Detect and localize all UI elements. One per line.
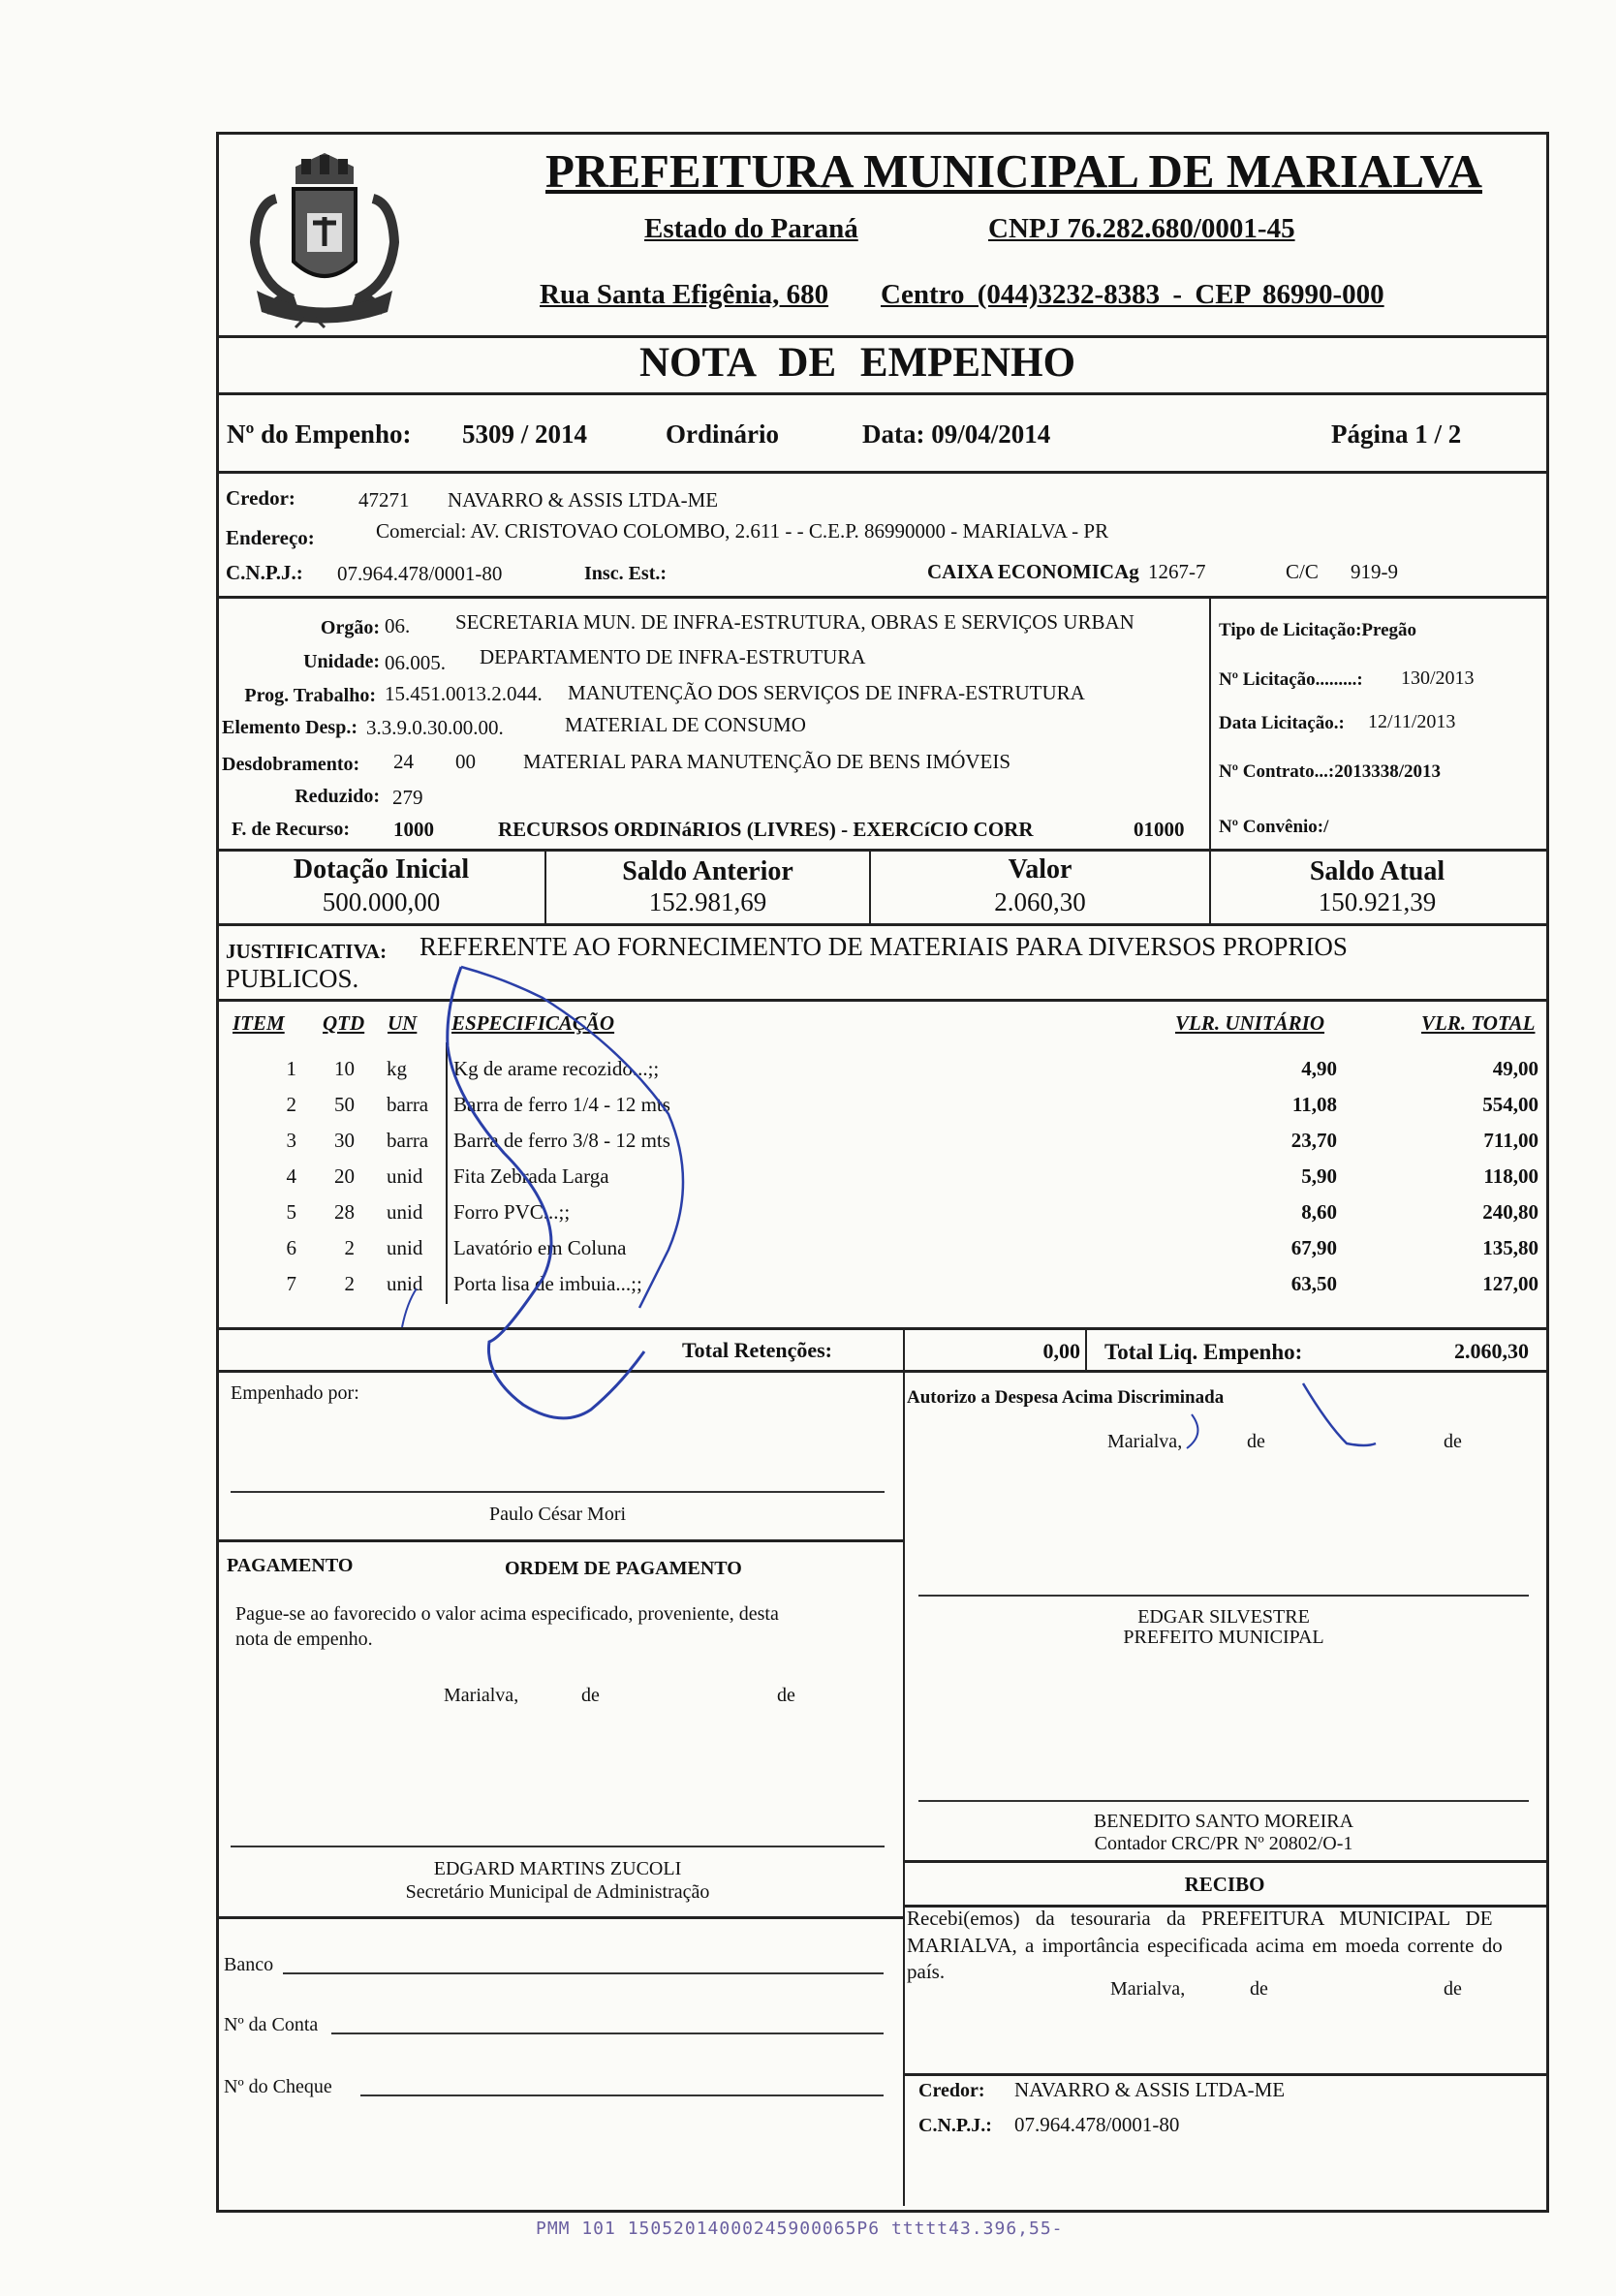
pague-text-1: Pague-se ao favorecido o valor acima especificado, proveniente, desta bbox=[235, 1603, 779, 1625]
elem-desc: MATERIAL DE CONSUMO bbox=[565, 713, 806, 736]
item-n: 2 bbox=[286, 1093, 296, 1116]
unidade-code: 06.005. bbox=[385, 651, 446, 674]
recibo-de-2: de bbox=[1444, 1978, 1462, 2000]
autorizo-de-2: de bbox=[1444, 1431, 1462, 1452]
empenho-type: Ordinário bbox=[666, 419, 780, 449]
item-spec: Forro PVC...;; bbox=[453, 1200, 571, 1224]
licitacao-data: 12/11/2013 bbox=[1368, 711, 1456, 732]
item-qtd: 20 bbox=[334, 1164, 355, 1188]
recibo-credor-name: NAVARRO & ASSIS LTDA-ME bbox=[1014, 2078, 1286, 2101]
credor-cnpj: 07.964.478/0001-80 bbox=[337, 562, 503, 585]
ordem-pagamento-label: ORDEM DE PAGAMENTO bbox=[505, 1558, 742, 1579]
contador-name: BENEDITO SANTO MOREIRA bbox=[1093, 1811, 1354, 1832]
recibo-credor-label: Credor: bbox=[918, 2080, 985, 2101]
fonte-num: 01000 bbox=[1134, 818, 1185, 841]
unidade-label: Unidade: bbox=[303, 651, 380, 672]
item-total: 240,80 bbox=[1482, 1200, 1538, 1224]
header-state: Estado do Paraná bbox=[644, 213, 858, 244]
col-spec: ESPECIFICAÇÃO bbox=[451, 1011, 615, 1035]
item-n: 5 bbox=[286, 1200, 296, 1224]
pagamento-de-2: de bbox=[777, 1685, 795, 1706]
item-total: 49,00 bbox=[1492, 1057, 1538, 1080]
col-un: UN bbox=[388, 1011, 418, 1035]
item-un: unid bbox=[387, 1164, 423, 1188]
recibo-title: RECIBO bbox=[1184, 1873, 1265, 1896]
credor-agency: 1267-7 bbox=[1148, 560, 1206, 583]
pagamento-place: Marialva, bbox=[444, 1685, 519, 1706]
item-n: 6 bbox=[286, 1236, 296, 1259]
retencoes-value: 0,00 bbox=[1042, 1339, 1080, 1363]
cnpj-label: C.N.P.J.: bbox=[226, 561, 303, 584]
valor: 2.060,30 bbox=[994, 887, 1086, 916]
item-spec: Kg de arame recozido...;; bbox=[453, 1057, 660, 1080]
recibo-text-2: MARIALVA, a importância especificada acima em moeda corrente do bbox=[907, 1934, 1503, 1957]
doc-title: NOTA DE EMPENHO bbox=[639, 340, 1076, 386]
item-n: 7 bbox=[286, 1272, 296, 1295]
orgao-code: 06. bbox=[385, 614, 411, 637]
header-street: Rua Santa Efigênia, 680 bbox=[540, 279, 829, 310]
justificativa-text-1: REFERENTE AO FORNECIMENTO DE MATERIAIS PARA DIVERSOS PROPRIOS bbox=[420, 932, 1348, 961]
header-address: Centro (044)3232-8383 - CEP 86990-000 bbox=[881, 279, 1384, 310]
credor-code: 47271 bbox=[358, 488, 410, 512]
credor-name: NAVARRO & ASSIS LTDA-ME bbox=[448, 488, 719, 512]
credor-cc: 919-9 bbox=[1351, 560, 1398, 583]
saldo-anterior: 152.981,69 bbox=[648, 887, 767, 916]
empenhado-name: Paulo César Mori bbox=[488, 1504, 627, 1525]
fonte-label: F. de Recurso: bbox=[232, 819, 351, 840]
item-spec: Porta lisa de imbuia...;; bbox=[453, 1272, 642, 1295]
fonte-code: 1000 bbox=[393, 818, 434, 841]
cc-label: C/C bbox=[1286, 560, 1319, 583]
secretario-title: Secretário Municipal de Administração bbox=[405, 1881, 710, 1903]
licitacao-numero-label: Nº Licitação.........: bbox=[1219, 669, 1363, 690]
liquido-label: Total Liq. Empenho: bbox=[1104, 1340, 1303, 1364]
cheque-label: Nº do Cheque bbox=[224, 2076, 332, 2097]
autorizo-place: Marialva, bbox=[1107, 1431, 1183, 1452]
item-un: unid bbox=[387, 1236, 423, 1259]
credor-bank: CAIXA ECONOMICAg bbox=[927, 560, 1139, 583]
licitacao-contrato: Nº Contrato...:2013338/2013 bbox=[1219, 761, 1441, 782]
retencoes-label: Total Retenções: bbox=[682, 1338, 832, 1362]
empenho-label: Nº do Empenho: bbox=[227, 419, 412, 449]
recibo-de-1: de bbox=[1250, 1978, 1268, 2000]
col-item: ITEM bbox=[233, 1011, 285, 1035]
item-spec: Fita Zebrada Larga bbox=[453, 1164, 609, 1188]
empenho-number: 5309 / 2014 bbox=[462, 419, 588, 449]
credor-address: Comercial: AV. CRISTOVAO COLOMBO, 2.611 - - C.E.P. 86990000 - MARIALVA - PR bbox=[376, 519, 1109, 543]
footer-code: PMM 101 15052014000245900065P6 ttttt43.396,55- bbox=[536, 2218, 1064, 2239]
item-qtd: 2 bbox=[344, 1272, 355, 1295]
recibo-cnpj: 07.964.478/0001-80 bbox=[1014, 2113, 1180, 2136]
item-qtd: 30 bbox=[334, 1129, 355, 1152]
pagamento-de-1: de bbox=[581, 1685, 600, 1706]
orgao-label: Orgão: bbox=[320, 617, 380, 638]
item-un: kg bbox=[387, 1057, 407, 1080]
conta-label: Nº da Conta bbox=[224, 2014, 319, 2035]
empenho-date: Data: 09/04/2014 bbox=[862, 419, 1051, 449]
item-spec: Barra de ferro 1/4 - 12 mts bbox=[453, 1093, 670, 1116]
item-total: 135,80 bbox=[1482, 1236, 1538, 1259]
item-unit: 63,50 bbox=[1290, 1272, 1337, 1295]
item-unit: 8,60 bbox=[1301, 1200, 1337, 1224]
orgao-desc: SECRETARIA MUN. DE INFRA-ESTRUTURA, OBRAS E SERVIÇOS URBAN bbox=[455, 610, 1134, 634]
col-total: VLR. TOTAL bbox=[1421, 1011, 1536, 1035]
empenho-page: Página 1 / 2 bbox=[1331, 419, 1462, 449]
prog-desc: MANUTENÇÃO DOS SERVIÇOS DE INFRA-ESTRUTURA bbox=[568, 681, 1085, 704]
prog-label: Prog. Trabalho: bbox=[244, 685, 376, 706]
item-qtd: 50 bbox=[334, 1093, 355, 1116]
item-total: 711,00 bbox=[1483, 1129, 1538, 1152]
recibo-place: Marialva, bbox=[1110, 1978, 1186, 2000]
contador-title: Contador CRC/PR Nº 20802/O-1 bbox=[1094, 1833, 1353, 1854]
item-spec: Lavatório em Coluna bbox=[453, 1236, 627, 1259]
insc-label: Insc. Est.: bbox=[584, 563, 668, 584]
item-un: unid bbox=[387, 1200, 423, 1224]
autorizo-text: Autorizo a Despesa Acima Discriminada bbox=[907, 1387, 1225, 1408]
licitacao-numero: 130/2013 bbox=[1401, 667, 1475, 689]
licitacao-tipo: Tipo de Licitação:Pregão bbox=[1219, 620, 1417, 640]
reduzido-code: 279 bbox=[392, 786, 423, 809]
elem-label: Elemento Desp.: bbox=[222, 717, 357, 738]
item-un: barra bbox=[387, 1129, 429, 1152]
item-n: 3 bbox=[286, 1129, 296, 1152]
recibo-text-1: Recebi(emos) da tesouraria da PREFEITURA MUNICIPAL DE bbox=[907, 1907, 1493, 1930]
item-qtd: 2 bbox=[344, 1236, 355, 1259]
item-qtd: 28 bbox=[334, 1200, 355, 1224]
item-total: 554,00 bbox=[1482, 1093, 1538, 1116]
liquido-value: 2.060,30 bbox=[1454, 1339, 1529, 1363]
item-unit: 11,08 bbox=[1291, 1093, 1337, 1116]
item-unit: 4,90 bbox=[1301, 1057, 1337, 1080]
address-label: Endereço: bbox=[226, 526, 315, 549]
item-total: 127,00 bbox=[1482, 1272, 1538, 1295]
secretario-name: EDGARD MARTINS ZUCOLI bbox=[433, 1858, 682, 1879]
autorizo-de-1: de bbox=[1247, 1431, 1265, 1452]
desd-sub: 00 bbox=[455, 750, 476, 773]
item-spec: Barra de ferro 3/8 - 12 mts bbox=[453, 1129, 670, 1152]
item-total: 118,00 bbox=[1483, 1164, 1538, 1188]
prefeito-title: PREFEITO MUNICIPAL bbox=[1123, 1627, 1324, 1648]
pague-text-2: nota de empenho. bbox=[235, 1629, 373, 1650]
prog-code: 15.451.0013.2.044. bbox=[385, 682, 543, 705]
pagamento-label: PAGAMENTO bbox=[227, 1555, 354, 1576]
unidade-desc: DEPARTAMENTO DE INFRA-ESTRUTURA bbox=[480, 645, 866, 668]
valor-label: Valor bbox=[1008, 854, 1072, 884]
saldo-anterior-label: Saldo Anterior bbox=[622, 856, 793, 886]
licitacao-convenio: Nº Convênio:/ bbox=[1219, 817, 1329, 837]
item-n: 1 bbox=[286, 1057, 296, 1080]
banco-label: Banco bbox=[224, 1954, 274, 1975]
reduzido-label: Reduzido: bbox=[295, 786, 380, 807]
elem-code: 3.3.9.0.30.00.00. bbox=[366, 716, 504, 739]
item-un: unid bbox=[387, 1272, 423, 1295]
recibo-text-3: país. bbox=[907, 1960, 946, 1983]
col-qtd: QTD bbox=[323, 1011, 365, 1035]
saldo-atual-label: Saldo Atual bbox=[1309, 856, 1445, 886]
recibo-cnpj-label: C.N.P.J.: bbox=[918, 2115, 992, 2136]
desd-desc: MATERIAL PARA MANUTENÇÃO DE BENS IMÓVEIS bbox=[523, 750, 1011, 773]
item-unit: 5,90 bbox=[1301, 1164, 1337, 1188]
header-cnpj: CNPJ 76.282.680/0001-45 bbox=[988, 213, 1295, 244]
fonte-desc: RECURSOS ORDINáRIOS (LIVRES) - EXERCíCIO CORR bbox=[498, 818, 1034, 841]
justificativa-label: JUSTIFICATIVA: bbox=[226, 940, 388, 963]
justificativa-text-2: PUBLICOS. bbox=[226, 964, 359, 993]
desd-label: Desdobramento: bbox=[222, 754, 360, 775]
saldo-atual: 150.921,39 bbox=[1318, 887, 1437, 916]
prefeito-name: EDGAR SILVESTRE bbox=[1137, 1606, 1310, 1628]
dotacao-inicial: 500.000,00 bbox=[322, 887, 441, 916]
credor-label: Credor: bbox=[226, 486, 295, 510]
empenhado-label: Empenhado por: bbox=[231, 1382, 359, 1404]
desd-code: 24 bbox=[393, 750, 414, 773]
licitacao-data-label: Data Licitação.: bbox=[1219, 713, 1345, 733]
item-unit: 23,70 bbox=[1290, 1129, 1337, 1152]
item-qtd: 10 bbox=[334, 1057, 355, 1080]
header-title: PREFEITURA MUNICIPAL DE MARIALVA bbox=[545, 144, 1482, 198]
col-unit: VLR. UNITÁRIO bbox=[1175, 1011, 1325, 1035]
item-unit: 67,90 bbox=[1290, 1236, 1337, 1259]
item-n: 4 bbox=[286, 1164, 296, 1188]
dotacao-inicial-label: Dotação Inicial bbox=[293, 854, 470, 884]
item-un: barra bbox=[387, 1093, 429, 1116]
